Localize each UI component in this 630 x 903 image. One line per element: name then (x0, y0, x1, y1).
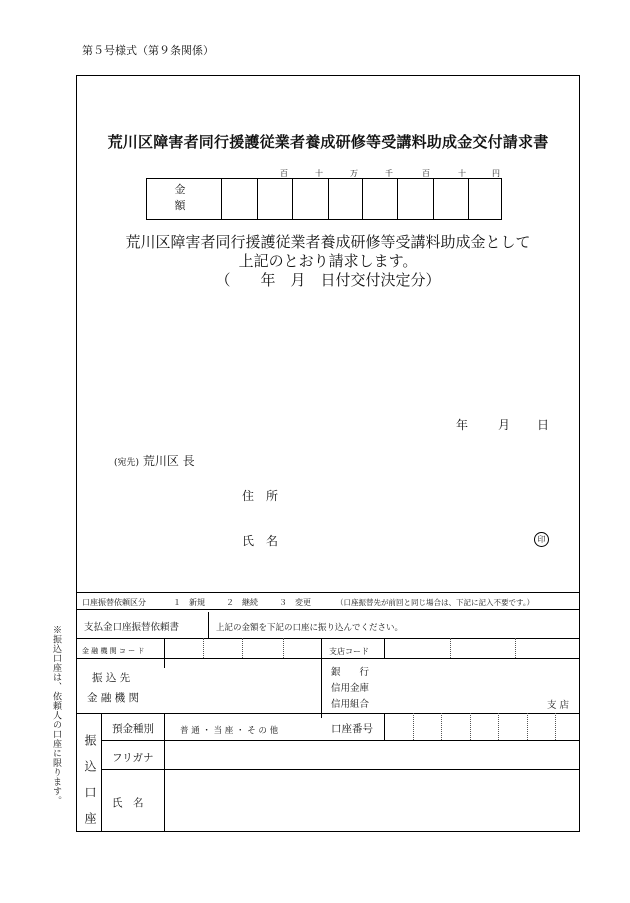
account-number-label: 口座番号 (331, 723, 373, 735)
addressee-prefix: (宛先) (114, 458, 140, 468)
payment-request-note: 上記の金額を下記の口座に振り込んでください。 (216, 623, 404, 633)
amount-digit-cell[interactable] (292, 179, 293, 219)
divider (101, 769, 580, 770)
bank-code-label: 金 融 機 関 コ ー ド (82, 647, 145, 655)
account-digit-divider (470, 713, 471, 740)
divider (76, 658, 580, 659)
amount-digit-cell[interactable] (257, 179, 258, 219)
unit-label: 千 (385, 169, 393, 178)
branch-code-label: 支店コード (329, 647, 369, 656)
deposit-type-label: 預金種別 (112, 723, 154, 735)
amount-digit-cell[interactable] (397, 179, 398, 219)
unit-label: 十 (315, 169, 323, 178)
account-vertical-label: 振込口座 (83, 734, 97, 838)
divider (164, 638, 165, 668)
address-label: 住 所 (242, 489, 279, 503)
addressee (114, 452, 195, 469)
divider (76, 713, 580, 714)
divider (76, 638, 580, 639)
code-cell-divider (242, 638, 243, 658)
bank-type-bank: 銀 行 (331, 667, 370, 678)
date-year: 年 (456, 418, 469, 432)
payment-request-label: 支払金口座振替依頼書 (84, 622, 180, 633)
amount-digit-cell[interactable] (328, 179, 329, 219)
transfer-type-label: 口座振替依頼区分 (82, 598, 146, 607)
dest-bank-label-1: 振 込 先 (92, 672, 131, 684)
divider (101, 713, 102, 832)
divider (384, 638, 385, 658)
account-holder-label: 氏 名 (112, 797, 144, 809)
code-cell-divider (283, 638, 284, 658)
bank-type-kumiai: 信用組合 (331, 699, 370, 710)
code-cell-divider (515, 638, 516, 658)
request-line-3: （ 年 月 日付交付決定分） (215, 271, 441, 289)
seal-text: 印 (537, 535, 546, 544)
code-cell-divider (450, 638, 451, 658)
furigana-label: フリガナ (112, 752, 154, 764)
bank-type-shinkin: 信用金庫 (331, 683, 370, 694)
divider (384, 713, 385, 740)
date-month: 月 (498, 418, 511, 432)
branch-suffix: 支 店 (547, 700, 570, 711)
side-note: ※振込口座は、依頼人の口座に限ります。 (51, 625, 61, 806)
transfer-option-new[interactable]: １ 新規 (173, 598, 205, 607)
seal-mark (534, 532, 549, 547)
unit-label: 百 (280, 169, 288, 178)
account-digit-divider (527, 713, 528, 740)
account-digit-divider (498, 713, 499, 740)
amount-digit-cell[interactable] (433, 179, 434, 219)
account-digit-divider (413, 713, 414, 740)
date-day: 日 (537, 418, 550, 432)
amount-digit-cell[interactable] (468, 179, 469, 219)
unit-label: 円 (492, 169, 500, 178)
unit-label: 百 (422, 169, 430, 178)
transfer-note: （口座振替先が前回と同じ場合は、下記に記入不要です。） (336, 598, 535, 607)
request-line-1: 荒川区障害者同行援護従業者養成研修等受講料助成金として (125, 233, 531, 251)
amount-digit-cell[interactable] (221, 179, 222, 219)
deposit-type-options[interactable]: 普 通 ・ 当 座 ・ そ の 他 (180, 726, 279, 736)
form-id: 第５号様式（第９条関係） (82, 44, 214, 57)
divider (76, 609, 580, 610)
request-line-2: 上記のとおり請求します。 (238, 252, 418, 270)
amount-digit-cell[interactable] (362, 179, 363, 219)
divider (208, 612, 209, 638)
unit-label: 万 (350, 169, 358, 178)
addressee-name: 荒川区 長 (142, 454, 195, 468)
account-digit-divider (441, 713, 442, 740)
unit-label: 十 (458, 169, 466, 178)
divider (101, 740, 580, 741)
divider (76, 592, 580, 593)
name-label: 氏 名 (242, 534, 279, 548)
amount-box (146, 178, 502, 220)
form-title: 荒川区障害者同行援護従業者養成研修等受講料助成金交付請求書 (107, 133, 549, 151)
amount-label: 金 額 (174, 183, 217, 212)
dest-bank-label-2: 金 融 機 関 (87, 692, 140, 704)
account-digit-divider (555, 713, 556, 740)
divider (164, 713, 165, 832)
code-cell-divider (203, 638, 204, 658)
request-text (76, 233, 580, 290)
divider (321, 638, 322, 718)
transfer-option-change[interactable]: ３ 変更 (279, 598, 311, 607)
transfer-option-continue[interactable]: ２ 継続 (226, 598, 258, 607)
